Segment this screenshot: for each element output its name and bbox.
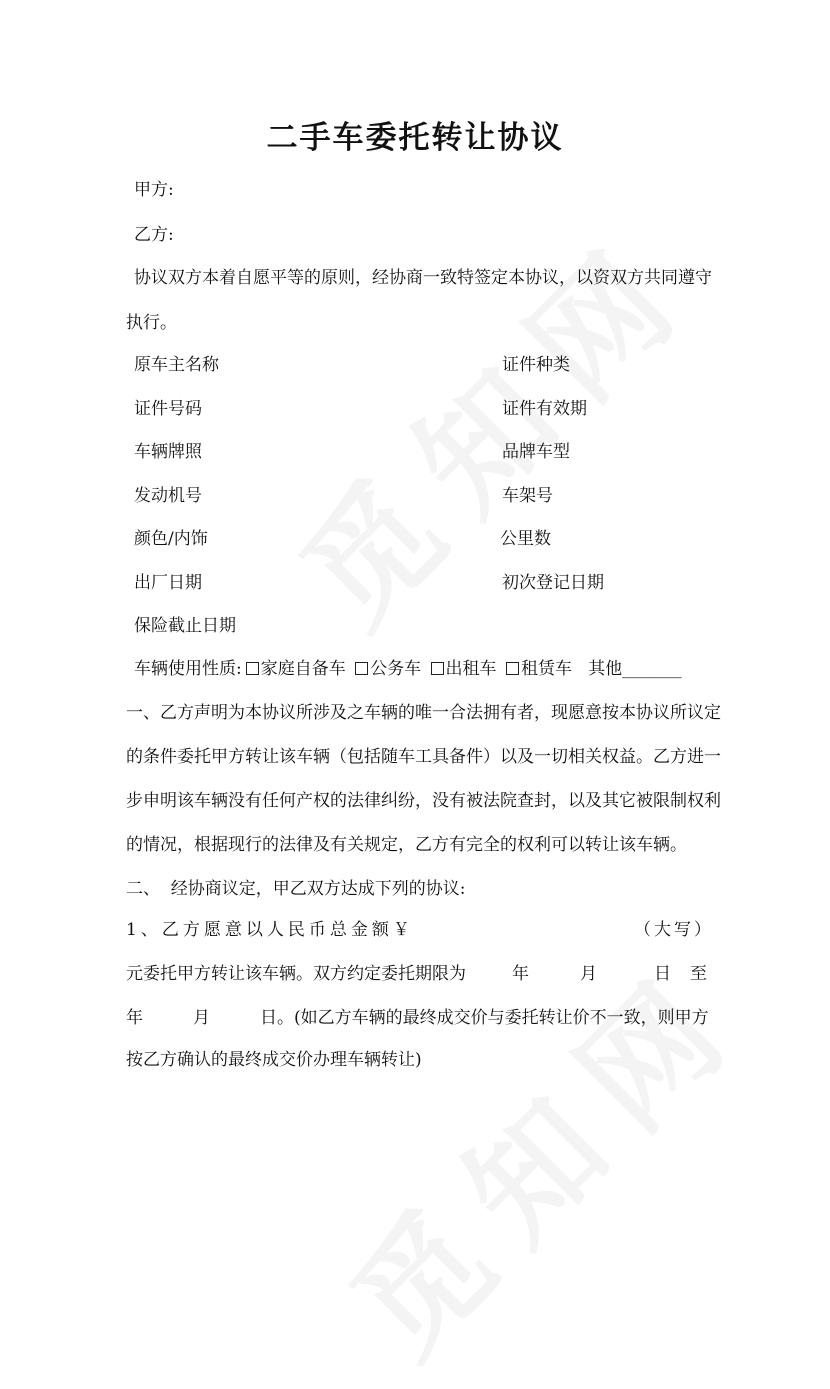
field-label: 颜色/内饰 xyxy=(134,529,208,549)
clause-1-line: 一、乙方声明为本协议所涉及之车辆的唯一合法拥有者，现愿意按本协议所议定 xyxy=(126,703,721,723)
usage-row xyxy=(134,657,682,681)
watermark xyxy=(254,188,726,660)
usage-label: 车辆使用性质: xyxy=(134,659,242,679)
clause-1-line: 步申明该车辆没有任何产权的法律纠纷，没有被法院查封，以及其它被限制权利 xyxy=(126,791,721,811)
checkbox[interactable] xyxy=(506,662,519,675)
watermark-bottom xyxy=(304,918,776,1389)
date-day: 日 xyxy=(260,1008,277,1028)
field-label: 出厂日期 xyxy=(134,573,202,593)
field-label: 发动机号 xyxy=(134,486,202,506)
checkbox[interactable] xyxy=(246,662,259,675)
party-b-label: 乙方: xyxy=(134,225,174,245)
date-to: 至 xyxy=(690,964,707,984)
field-label: 证件号码 xyxy=(134,399,202,419)
document-title: 二手车委托转让协议 xyxy=(266,120,564,156)
field-label: 初次登记日期 xyxy=(502,573,604,593)
clause-2: 二、 经协商议定，甲乙双方达成下列的协议: xyxy=(126,879,466,899)
clause-1-line: 的条件委托甲方转让该车辆（包括随车工具备件）以及一切相关权益。乙方进一 xyxy=(126,747,721,767)
usage-option: 出租车 xyxy=(445,659,497,679)
date-day: 日 xyxy=(654,964,671,984)
item-1-suffix: （大写） xyxy=(634,920,714,940)
item-1-line2: 元委托甲方转让该车辆。双方约定委托期限为 xyxy=(126,964,466,984)
party-a-label: 甲方: xyxy=(134,180,174,200)
field-label: 车架号 xyxy=(502,486,553,506)
item-1-line4: 按乙方确认的最终成交价办理车辆转让) xyxy=(126,1050,422,1070)
field-label: 公里数 xyxy=(500,529,551,549)
checkbox[interactable] xyxy=(355,662,368,675)
field-label: 品牌车型 xyxy=(502,442,570,462)
usage-option: 公务车 xyxy=(370,659,422,679)
intro-line-1: 协议双方本着自愿平等的原则，经协商一致特签定本协议，以资双方共同遵守 xyxy=(134,268,712,288)
field-label: 车辆牌照 xyxy=(134,442,202,462)
checkbox[interactable] xyxy=(431,662,444,675)
insurance-label: 保险截止日期 xyxy=(134,616,236,636)
date-month: 月 xyxy=(580,964,597,984)
field-label: 原车主名称 xyxy=(134,355,219,375)
item-1-line3: 。(如乙方车辆的最终成交价与委托转让价不一致，则甲方 xyxy=(277,1008,709,1028)
usage-option: 家庭自备车 xyxy=(260,659,346,679)
clause-1-line: 的情况，根据现行的法律及有关规定，乙方有完全的权利可以转让该车辆。 xyxy=(126,835,687,855)
date-month: 月 xyxy=(193,1008,210,1028)
item-1-prefix: 1、乙方愿意以人民币总金额￥ xyxy=(126,920,414,940)
intro-line-2: 执行。 xyxy=(126,313,177,333)
usage-option: 租赁车 xyxy=(520,659,572,679)
date-year: 年 xyxy=(512,964,529,984)
field-label: 证件有效期 xyxy=(502,399,587,419)
date-year: 年 xyxy=(126,1008,143,1028)
usage-other: 其他_______ xyxy=(588,659,682,679)
field-label: 证件种类 xyxy=(502,355,570,375)
